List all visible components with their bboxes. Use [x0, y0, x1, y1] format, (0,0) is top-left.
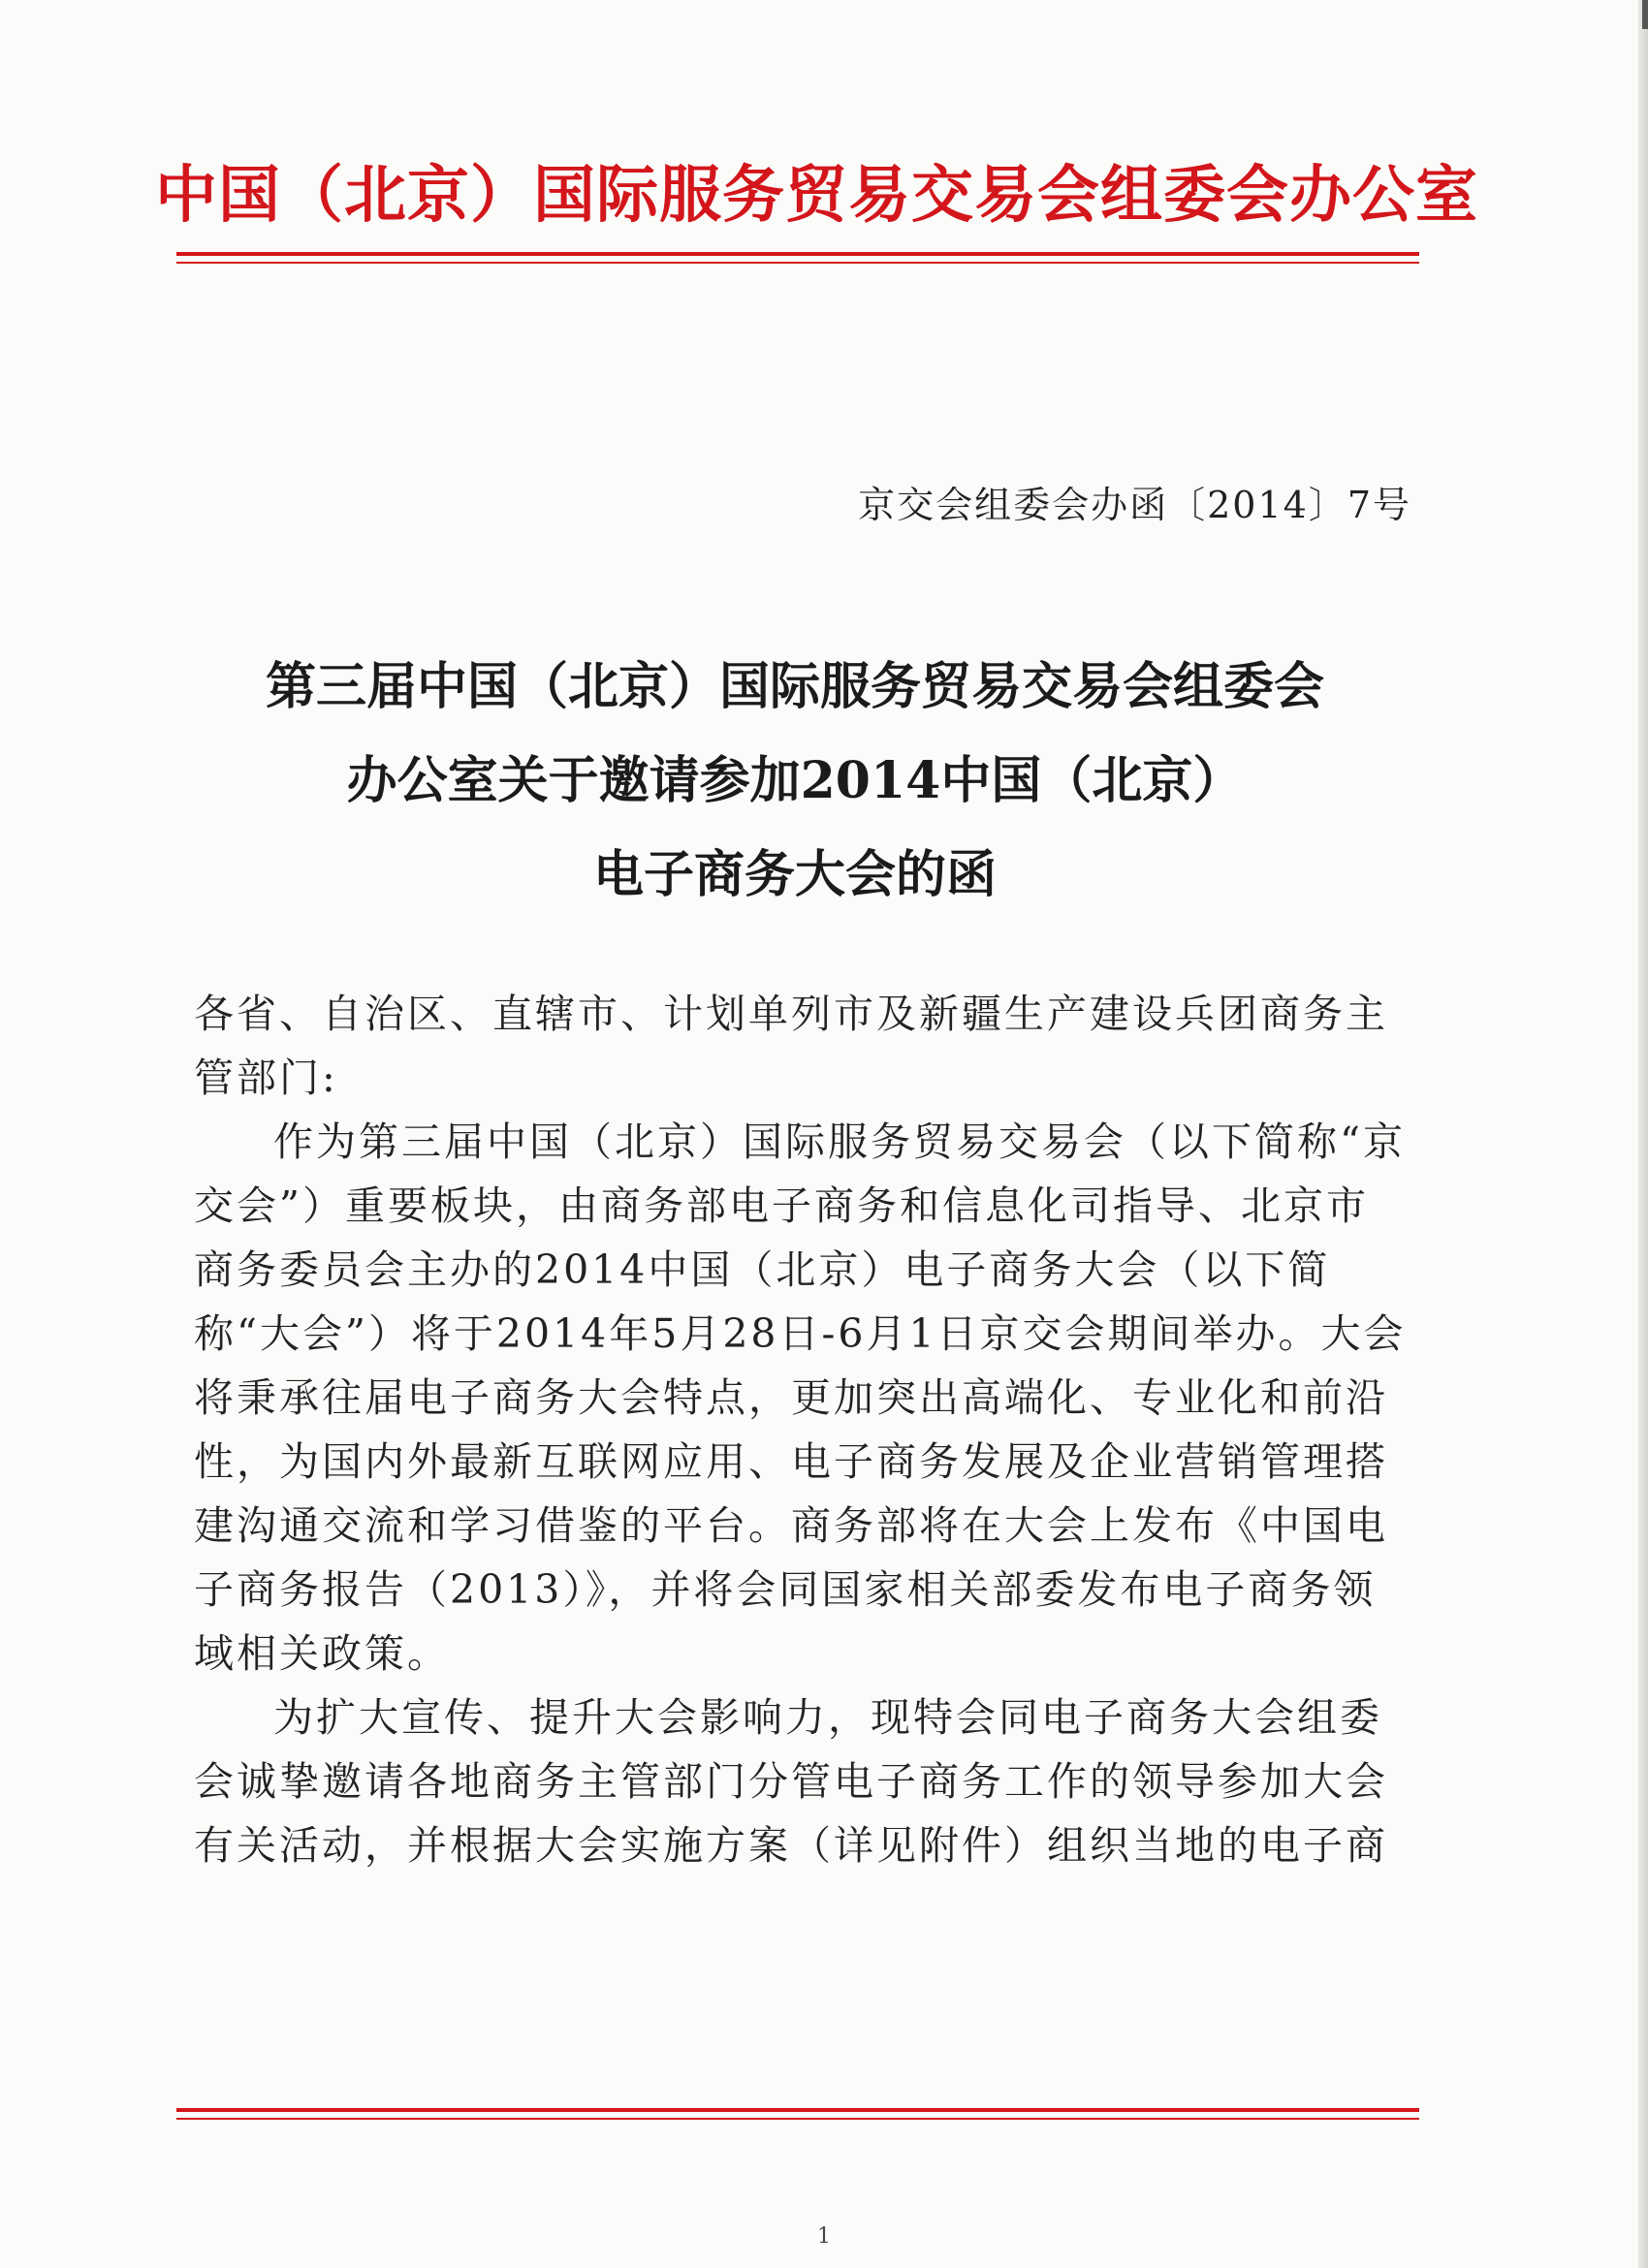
- letterhead-rule-thick: [176, 252, 1419, 256]
- letterhead-title: 中国（北京）国际服务贸易交易会组委会办公室: [155, 159, 1478, 232]
- letterhead-rule-thin: [176, 262, 1419, 264]
- document-title-line-3: 电子商务大会的函: [592, 845, 997, 904]
- edge-mark: [1642, 0, 1648, 29]
- page-number: 1: [817, 2224, 831, 2249]
- body-paragraph-1: 作为第三届中国（北京）国际服务贸易交易会（以下简称“京交会”）重要板块，由商务部电子商务和信息化司指导、北京市商务委员会主办的2014中国（北京）电子商务大会（以下简称“大会”）将于2014年5月28日-6月1日京交会期间举办。大会将秉承往届电子商务大会特点，更加突出高端化、专业化和前沿性，为国内外最新互联网应用、电子商务发展及企业营销管理搭建沟通交流和学习借鉴的平台。商务部将在大会上发布《中国电子商务报告（2013）》，并将会同国家相关部委发布电子商务领域相关政策。: [194, 1118, 1407, 1677]
- document-title-line-2: 办公室关于邀请参加2014中国（北京）: [346, 751, 1244, 810]
- footer-rule-thick: [176, 2108, 1419, 2112]
- salutation: 各省、自治区、直辖市、计划单列市及新疆生产建设兵团商务主管部门:: [194, 991, 1388, 1101]
- footer-rule-thin: [176, 2118, 1419, 2120]
- document-number: 京交会组委会办函〔2014〕7号: [858, 484, 1411, 526]
- body-paragraph-2: 为扩大宣传、提升大会影响力，现特会同电子商务大会组委会诚挚邀请各地商务主管部门分管电子商务工作的领导参加大会有关活动，并根据大会实施方案（详见附件）组织当地的电子商: [194, 1694, 1388, 1869]
- document-body: [194, 982, 1409, 1877]
- document-title-line-1: 第三届中国（北京）国际服务贸易交易会组委会: [265, 657, 1324, 716]
- document-title: [155, 640, 1435, 922]
- page-edge: [1638, 0, 1648, 2268]
